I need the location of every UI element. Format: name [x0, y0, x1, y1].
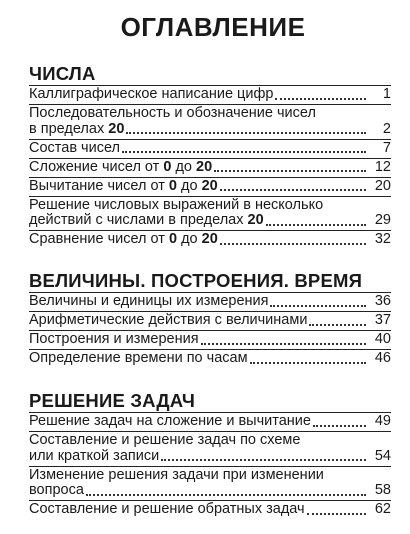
section-quantities [29, 270, 391, 368]
entry-title: Сравнение чисел от 0 до 20 [29, 231, 218, 247]
page-number: 58 [374, 482, 391, 498]
toc-entry[interactable] [29, 501, 391, 519]
toc-entry[interactable] [29, 231, 391, 249]
entry-title: Определение времени по часам [29, 350, 248, 366]
entry-list [29, 412, 391, 519]
page-number: 1 [382, 86, 391, 102]
dot-leader [201, 339, 366, 345]
page-number: 32 [374, 231, 391, 247]
entry-title: Состав чисел [29, 139, 121, 156]
toc-entry[interactable] [29, 432, 391, 467]
toc-entry[interactable] [29, 140, 391, 159]
entry-title: Арифметические действия с величинами [29, 312, 308, 328]
entry-title: Построения и измерения [29, 331, 199, 347]
page-number: 7 [382, 139, 391, 156]
entry-list [29, 85, 391, 249]
dot-leader [250, 358, 366, 364]
entry-title: вопроса [29, 482, 84, 498]
page-title: ОГЛАВЛЕНИЕ [120, 12, 306, 42]
page-number: 49 [374, 413, 391, 429]
section-heading: ВЕЛИЧИНЫ. ПОСТРОЕНИЯ. ВРЕМЯ [29, 270, 363, 291]
toc-entry[interactable] [29, 178, 391, 197]
entry-title-line: Решение числовых выражений в несколько [29, 196, 324, 213]
dot-leader [309, 320, 366, 326]
section-numbers [29, 63, 391, 249]
dot-leader [214, 166, 366, 172]
toc-entry[interactable] [29, 159, 391, 178]
section-heading: ЧИСЛА [29, 63, 96, 84]
entry-title-line: Изменение решения задачи при изменении [29, 466, 324, 483]
dot-leader [220, 239, 366, 245]
page-number: 54 [374, 447, 391, 464]
toc-entry[interactable] [29, 293, 391, 312]
entry-title-line: Составление и решение задач по схеме [29, 432, 301, 448]
entry-title: Величины и единицы их измерения [29, 293, 269, 309]
page-number: 12 [374, 158, 391, 175]
section-problems [29, 390, 391, 519]
entry-title: или краткой записи [29, 447, 160, 464]
entry-title: действий с числами в пределах 20 [29, 212, 264, 228]
toc-entry[interactable] [29, 312, 391, 331]
page-number: 2 [382, 120, 391, 137]
page-number: 36 [374, 293, 391, 309]
toc-entry[interactable] [29, 105, 391, 140]
toc-entry[interactable] [29, 331, 391, 350]
entry-title: Каллиграфическое написание цифр [29, 86, 274, 102]
page-number: 46 [374, 350, 391, 366]
toc-entry[interactable] [29, 350, 391, 368]
dot-leader [313, 421, 366, 427]
toc-entry[interactable] [29, 197, 391, 232]
entry-title: Составление и решение обратных задач [29, 501, 305, 517]
dot-leader [122, 147, 366, 153]
entry-title: Сложение чисел от 0 до 20 [29, 158, 213, 175]
entry-list [29, 292, 391, 368]
page-number: 29 [374, 212, 391, 228]
dot-leader [270, 301, 366, 307]
dot-leader [86, 490, 366, 496]
dot-leader [126, 128, 366, 134]
page-number: 62 [374, 501, 391, 517]
entry-title: Решение задач на сложение и вычитание [29, 413, 311, 429]
dot-leader [266, 220, 366, 226]
dot-leader [220, 185, 366, 191]
dot-leader [307, 509, 366, 515]
dot-leader [161, 455, 366, 461]
page-number: 37 [374, 312, 391, 328]
entry-title: в пределах 20 [29, 120, 125, 137]
toc-entry[interactable] [29, 467, 391, 502]
page-number: 20 [374, 177, 391, 194]
section-heading: РЕШЕНИЕ ЗАДАЧ [29, 390, 196, 411]
toc-entry[interactable] [29, 413, 391, 432]
entry-title: Вычитание чисел от 0 до 20 [29, 177, 218, 194]
toc-entry[interactable] [29, 86, 391, 105]
entry-title-line: Последовательность и обозначение чисел [29, 105, 316, 121]
page-number: 40 [374, 331, 391, 347]
dot-leader [275, 94, 366, 100]
